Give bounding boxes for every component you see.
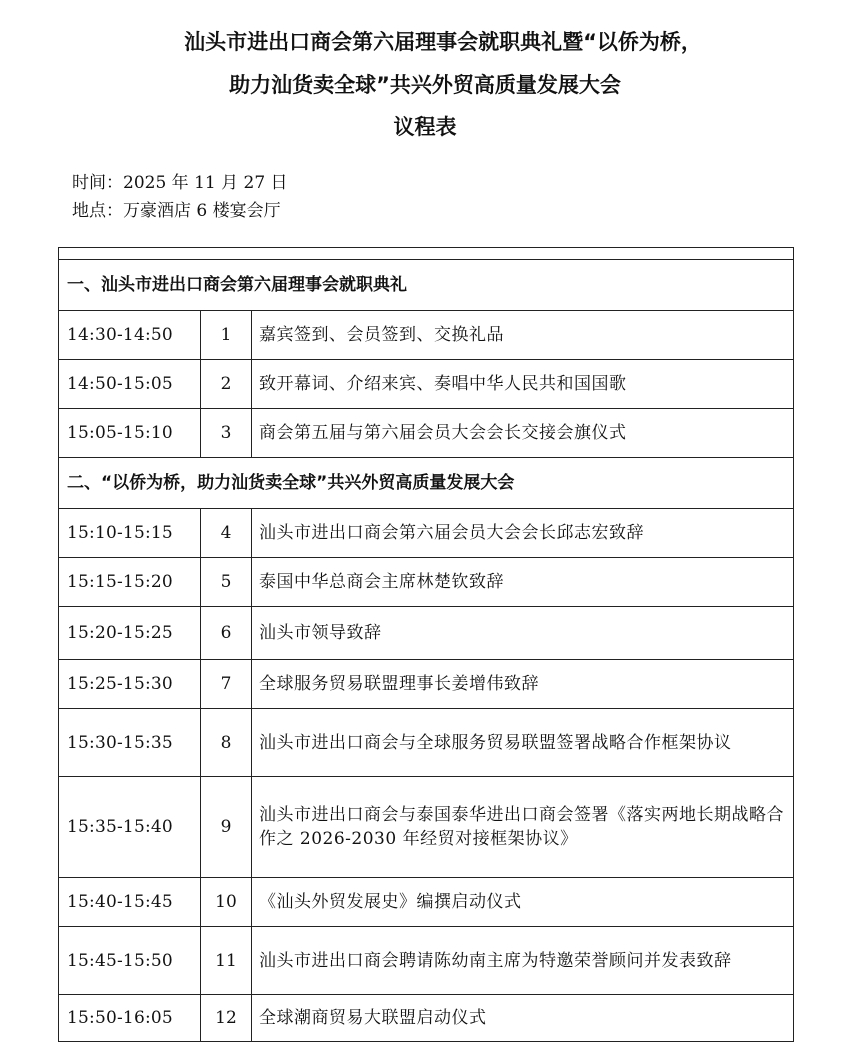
time-cell: 15:40-15:45 [59, 878, 201, 927]
document-title-line-2: 助力汕货卖全球”共兴外贸高质量发展大会 [229, 73, 621, 97]
table-row [59, 311, 794, 360]
item-cell: 商会第五届与第六届会员大会会长交接会旗仪式 [252, 409, 794, 458]
item-cell: 泰国中华总商会主席林楚钦致辞 [252, 558, 794, 607]
number-cell: 6 [201, 607, 252, 660]
section-heading-row [59, 458, 794, 509]
document-title-line-1: 汕头市进出口商会第六届理事会就职典礼暨“以侨为桥， [184, 30, 702, 54]
table-row [59, 995, 794, 1042]
item-cell: 汕头市进出口商会与全球服务贸易联盟签署战略合作框架协议 [252, 709, 794, 777]
number-cell: 2 [201, 360, 252, 409]
table-row [59, 777, 794, 878]
item-cell: 《汕头外贸发展史》编撰启动仪式 [252, 878, 794, 927]
number-cell: 3 [201, 409, 252, 458]
time-cell: 15:05-15:10 [59, 409, 201, 458]
time-cell: 15:10-15:15 [59, 509, 201, 558]
event-place: 地点：万豪酒店 6 楼宴会厅 [72, 201, 281, 221]
time-cell: 14:50-15:05 [59, 360, 201, 409]
time-cell: 15:25-15:30 [59, 660, 201, 709]
number-cell: 7 [201, 660, 252, 709]
time-cell: 15:15-15:20 [59, 558, 201, 607]
section-heading-row [59, 260, 794, 311]
document-title-line-3: 议程表 [393, 115, 457, 139]
table-row [59, 927, 794, 995]
item-cell: 嘉宾签到、会员签到、交换礼品 [252, 311, 794, 360]
event-time: 时间：2025 年 11 月 27 日 [72, 173, 288, 193]
number-cell: 8 [201, 709, 252, 777]
table-row [59, 660, 794, 709]
table-top-spacer [59, 248, 794, 260]
item-cell: 汕头市进出口商会第六届会员大会会长邱志宏致辞 [252, 509, 794, 558]
item-cell: 汕头市进出口商会与泰国泰华进出口商会签署《落实两地长期战略合作之 2026-2030 年经贸对接框架协议》 [252, 777, 794, 878]
table-row [59, 409, 794, 458]
section-heading: 一、汕头市进出口商会第六届理事会就职典礼 [59, 260, 794, 311]
item-cell: 全球服务贸易联盟理事长姜增伟致辞 [252, 660, 794, 709]
time-cell: 15:30-15:35 [59, 709, 201, 777]
agenda-table [58, 247, 794, 1042]
item-cell: 全球潮商贸易大联盟启动仪式 [252, 995, 794, 1042]
number-cell: 4 [201, 509, 252, 558]
number-cell: 10 [201, 878, 252, 927]
table-row [59, 607, 794, 660]
item-cell: 汕头市进出口商会聘请陈幼南主席为特邀荣誉顾问并发表致辞 [252, 927, 794, 995]
table-row [59, 509, 794, 558]
section-heading: 二、“以侨为桥，助力汕货卖全球”共兴外贸高质量发展大会 [59, 458, 794, 509]
table-row [59, 709, 794, 777]
time-cell: 15:50-16:05 [59, 995, 201, 1042]
number-cell: 12 [201, 995, 252, 1042]
item-cell: 致开幕词、介绍来宾、奏唱中华人民共和国国歌 [252, 360, 794, 409]
number-cell: 9 [201, 777, 252, 878]
time-cell: 14:30-14:50 [59, 311, 201, 360]
time-cell: 15:45-15:50 [59, 927, 201, 995]
item-cell: 汕头市领导致辞 [252, 607, 794, 660]
number-cell: 11 [201, 927, 252, 995]
number-cell: 5 [201, 558, 252, 607]
time-cell: 15:20-15:25 [59, 607, 201, 660]
time-cell: 15:35-15:40 [59, 777, 201, 878]
table-row [59, 878, 794, 927]
number-cell: 1 [201, 311, 252, 360]
table-row [59, 558, 794, 607]
table-row [59, 360, 794, 409]
